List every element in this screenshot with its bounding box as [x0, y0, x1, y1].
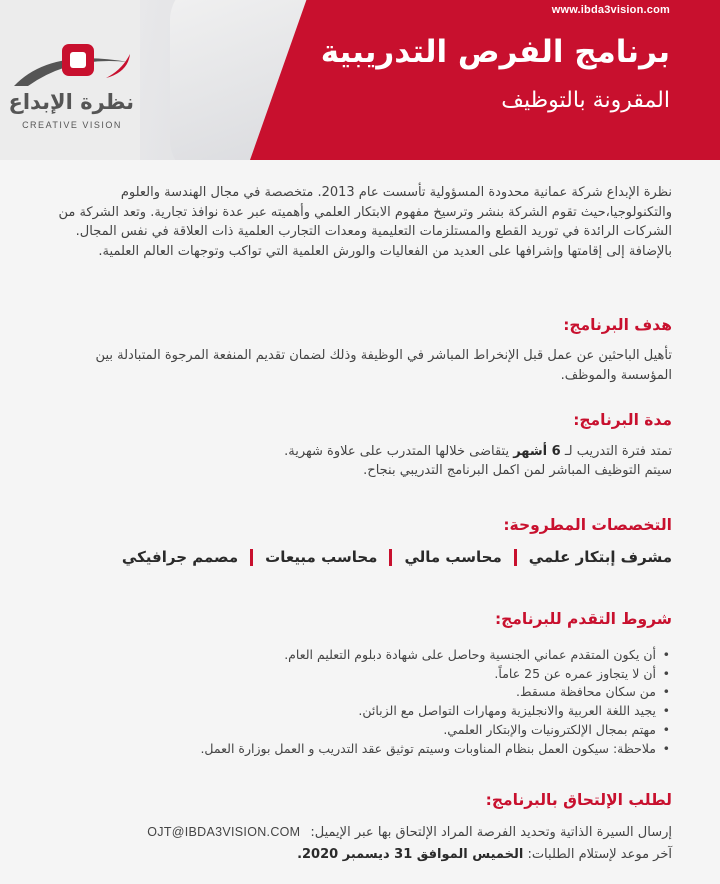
- intro-paragraph: نظرة الإبداع شركة عمانية محدودة المسؤولية تأسست عام 2013. متخصصة في مجال الهندسة والعلوم والتكنولوجيا،حيث تقوم الشركة بنشر وترسيخ مفهوم الابتكار العلمي وأهميته عبر عدة نوافذ تجارية. وتعد الشركة من الشركات الرائدة في توريد القطع والمستلزمات التعليمية ومعدات التجارب العلمية ذات العلاقة في نفس المجال. بالإضافة إلى إقامتها وإشرافها على العديد من الفعاليات والورش العلمية التي تواكب وتوجهات العالم العلمية.: [58, 185, 672, 259]
- condition-item: • ملاحظة: سيكون العمل بنظام المناوبات وسيتم توثيق عقد التدريب و العمل بوزارة العمل.: [200, 740, 672, 759]
- header-banner: [0, 0, 720, 160]
- duration-line-1: [284, 442, 672, 461]
- condition-item: • مهتم بمجال الإلكترونيات والإبتكار العلمي.: [200, 721, 672, 740]
- logo-name-english: CREATIVE VISION: [22, 120, 122, 130]
- divider: [389, 549, 392, 566]
- duration-line-2: سيتم التوظيف المباشر لمن اكمل البرنامج التدريبي بنجاح.: [363, 463, 672, 478]
- page-title: برنامج الفرص التدريبية: [320, 34, 670, 70]
- duration-text-start: تمتد فترة التدريب لـ: [564, 444, 672, 459]
- apply-instructions: إرسال السيرة الذاتية وتحديد الفرصة المراد الإلتحاق بها عبر الإيميل:: [310, 825, 672, 840]
- conditions-list: [200, 646, 672, 758]
- goal-heading: هدف البرنامج:: [563, 316, 672, 334]
- red-title-band: [250, 0, 720, 160]
- deadline-date: الخميس الموافق 31 ديسمبر 2020.: [297, 847, 524, 862]
- apply-heading: لطلب الإلتحاق بالبرنامج:: [485, 791, 672, 809]
- duration-heading: مدة البرنامج:: [573, 411, 672, 429]
- condition-item: • يجيد اللغة العربية والانجليزية ومهارات التواصل مع الزبائن.: [200, 702, 672, 721]
- divider: [514, 549, 517, 566]
- company-logo: [10, 34, 140, 134]
- specializations-list: [122, 548, 672, 566]
- email-link[interactable]: OJT@IBDA3VISION.COM: [147, 825, 301, 839]
- logo-name-arabic: نظرة الإبداع: [8, 90, 134, 114]
- deadline-label: آخر موعد لإستلام الطلبات:: [527, 847, 672, 862]
- condition-item: • من سكان محافظة مسقط.: [200, 683, 672, 702]
- condition-item: • أن يكون المتقدم عماني الجنسية وحاصل على شهادة دبلوم التعليم العام.: [200, 646, 672, 665]
- specialization-item: مشرف إبتكار علمي: [528, 548, 672, 566]
- divider: [250, 549, 253, 566]
- apply-line-2: [297, 845, 672, 864]
- specialization-item: محاسب مالي: [404, 548, 502, 566]
- duration-text-end: يتقاضى خلالها المتدرب على علاوة شهرية.: [284, 444, 510, 459]
- page-subtitle: المقرونة بالتوظيف: [501, 88, 670, 113]
- specialization-item: مصمم جرافيكي: [121, 548, 239, 566]
- goal-text: تأهيل الباحثين عن عمل قبل الإنخراط المباشر في الوظيفة وذلك لضمان تقديم المنفعة المرجوة المتبادلة بين المؤسسة والموظف.: [95, 348, 672, 383]
- chip-icon: [62, 44, 94, 76]
- apply-line-1: [147, 823, 672, 842]
- conditions-heading: شروط التقدم للبرنامج:: [494, 610, 672, 628]
- website-url: www.ibda3vision.com: [551, 4, 670, 16]
- duration-months: 6 أشهر: [513, 444, 561, 459]
- specialization-item: محاسب مبيعات: [265, 548, 378, 566]
- specializations-heading: التخصصات المطروحة:: [503, 516, 672, 534]
- condition-item: • أن لا يتجاوز عمره عن 25 عاماً.: [200, 665, 672, 684]
